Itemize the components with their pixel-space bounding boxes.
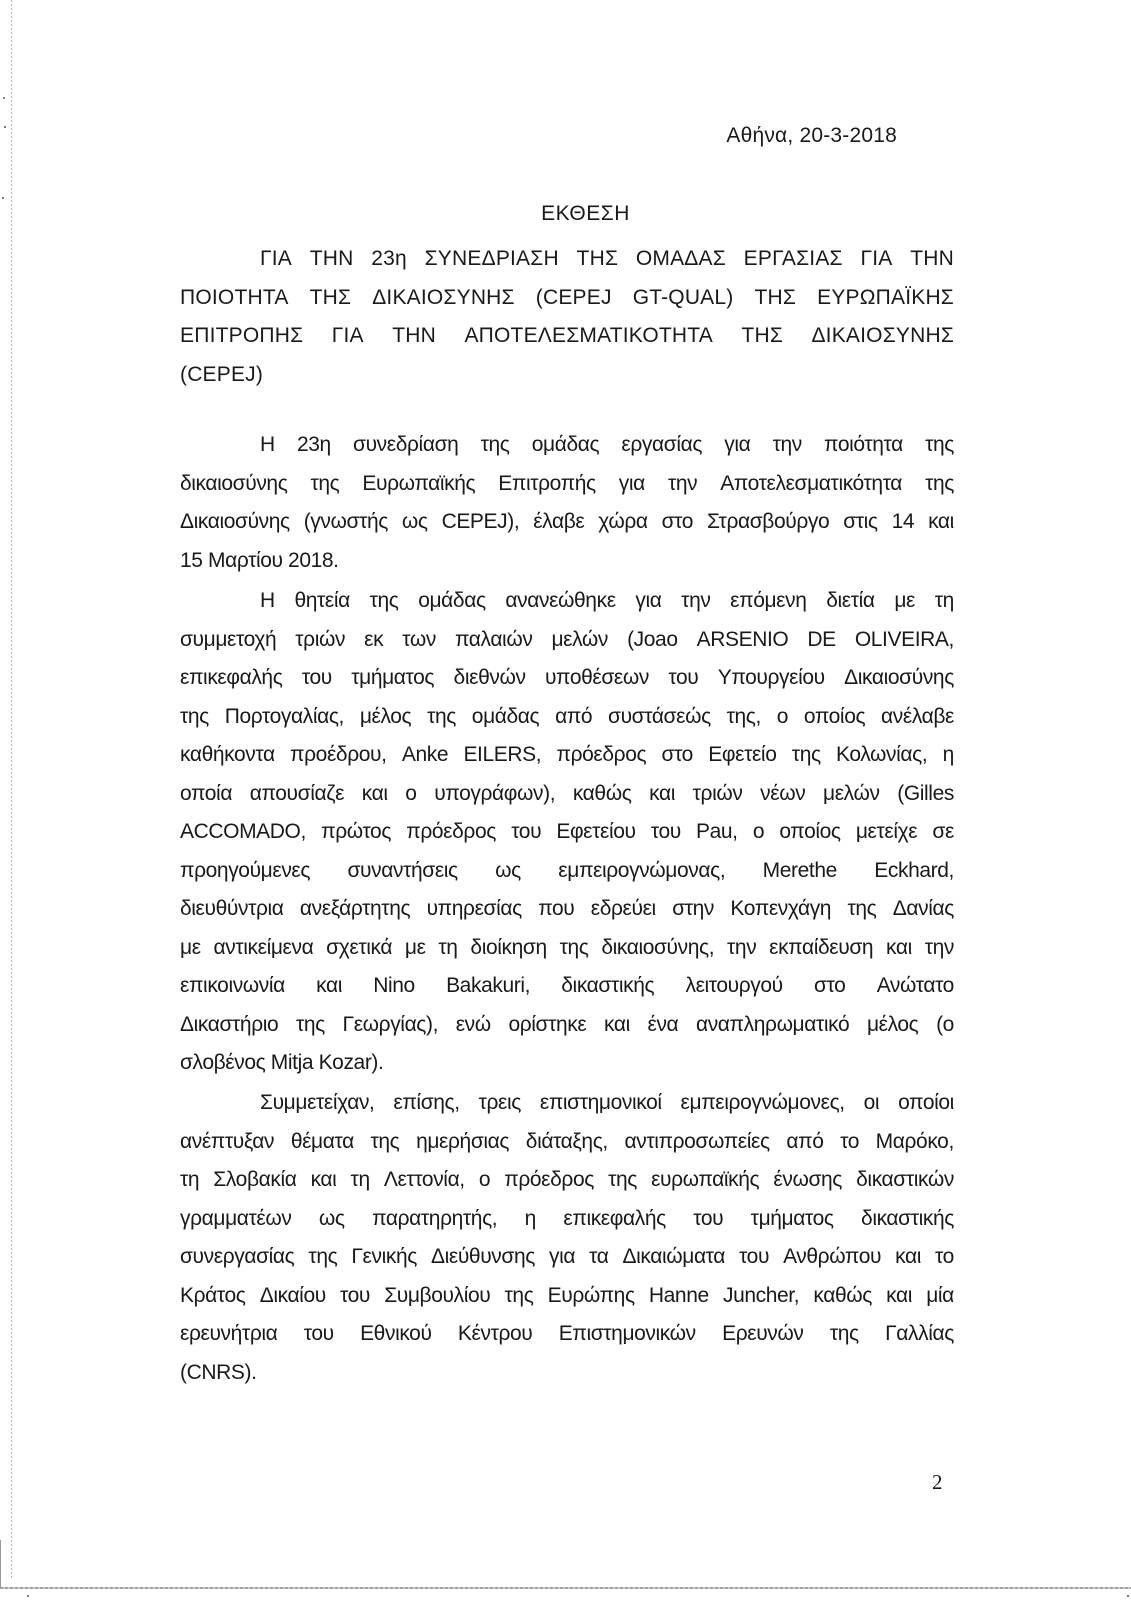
subtitle-line: ΓΙΑ ΤΗΝ 23η ΣΥΝΕΔΡΙΑΣΗ ΤΗΣ ΟΜΑΔΑΣ ΕΡΓΑΣΙΑΣ ΓΙΑ ΤΗΝ [260,247,954,270]
paragraph-meeting-info [180,426,954,580]
scan-speck [27,1595,29,1597]
paragraph-line: ανέπτυξαν θέματα της ημερήσιας διάταξης, αντιπροσωπείες από το Μαρόκο, [180,1129,954,1153]
paragraph-line: Δικαιοσύνης (γνωστής ως CEPEJ), έλαβε χώρα στο Στρασβούργο στις 14 και [180,510,954,533]
paragraph-line: Δικαστήριο της Γεωργίας), ενώ ορίστηκε και ένα αναπληρωματικό μέλος (ο [180,1012,954,1036]
paragraph-line: με αντικείμενα σχετικά με τη διοίκηση της δικαιοσύνης, την εκπαίδευση και την [180,935,954,959]
scan-edge-bottom [0,1587,1131,1589]
paragraph-line: της Πορτογαλίας, μέλος της ομάδας από συστάσεώς της, ο οποίος ανέλαβε [180,704,954,728]
paragraph-participants [180,1084,954,1392]
paragraph-line: ερευνήτρια του Εθνικού Κέντρου Επιστημονικών Ερευνών της Γαλλίας [180,1322,954,1345]
scan-edge-corner [0,1540,1,1588]
paragraph-line: 15 Μαρτίου 2018. [180,548,339,572]
page-number: 2 [932,1470,943,1494]
paragraph-line: δικαιοσύνης της Ευρωπαϊκής Επιτροπής για την Αποτελεσματικότητα της [180,471,954,495]
scan-speck [4,126,6,128]
paragraph-line: προηγούμενες συναντήσεις ως εμπειρογνώμονας, Merethe Eckhard, [180,858,954,882]
paragraph-members [180,582,954,1083]
scan-speck [2,197,4,199]
paragraph-line: ACCOMADO, πρώτος πρόεδρος του Εφετείου του Pau, ο οποίος μετείχε σε [180,820,954,843]
document-title: ΕΚΘΕΣΗ [541,202,630,225]
paragraph-line: γραμματέων ως παρατηρητής, η επικεφαλής του τμήματος δικαστικής [180,1206,954,1230]
paragraph-line: Η θητεία της ομάδας ανανεώθηκε για την επόμενη διετία με τη [260,589,954,612]
paragraph-line: σλοβένος Mitja Kozar). [180,1051,384,1074]
paragraph-line: Κράτος Δικαίου του Συμβουλίου της Ευρώπης Hanne Juncher, καθώς και μία [180,1283,954,1307]
paragraph-line: συμμετοχή τριών εκ των παλαιών μελών (Joao ARSENIO DE OLIVEIRA, [180,627,954,651]
subtitle-line: ΕΠΙΤΡΟΠΗΣ ΓΙΑ ΤΗΝ ΑΠΟΤΕΛΕΣΜΑΤΙΚΟΤΗΤΑ ΤΗΣ ΔΙΚΑΙΟΣΥΝΗΣ [180,324,954,347]
scan-speck [1127,1595,1129,1597]
paragraph-line: Η 23η συνεδρίαση της ομάδας εργασίας για την ποιότητα της [260,433,954,456]
paragraph-line: οποία απουσίαζε και ο υπογράφων), καθώς και τριών νέων μελών (Gilles [180,781,954,805]
document-subtitle [180,240,954,394]
paragraph-line: διευθύντρια ανεξάρτητης υπηρεσίας που εδρεύει στην Κοπενχάγη της Δανίας [180,897,954,920]
paragraph-line: (CNRS). [180,1360,257,1384]
document-date: Αθήνα, 20-3-2018 [726,124,897,147]
paragraph-line: συνεργασίας της Γενικής Διεύθυνσης για τα Δικαιώματα του Ανθρώπου και το [180,1245,954,1268]
scan-edge-left [11,0,12,1580]
paragraph-line: καθήκοντα προέδρου, Anke EILERS, πρόεδρος στο Εφετείο της Κολωνίας, η [180,743,954,766]
paragraph-line: επικεφαλής του τμήματος διεθνών υποθέσεων του Υπουργείου Δικαιοσύνης [180,666,954,689]
paragraph-line: Συμμετείχαν, επίσης, τρεις επιστημονικοί εμπειρογνώμονες, οι οποίοι [260,1091,954,1114]
paragraph-line: επικοινωνία και Nino Bakakuri, δικαστικής λειτουργού στο Ανώτατο [180,974,954,997]
subtitle-line: (CEPEJ) [180,362,264,386]
subtitle-line: ΠΟΙΟΤΗΤΑ ΤΗΣ ΔΙΚΑΙΟΣΥΝΗΣ (CEPEJ GT-QUAL) ΤΗΣ ΕΥΡΩΠΑΪΚΗΣ [180,285,954,309]
paragraph-line: τη Σλοβακία και τη Λεττονία, ο πρόεδρος της ευρωπαϊκής ένωσης δικαστικών [180,1168,954,1191]
scan-speck [3,97,5,99]
